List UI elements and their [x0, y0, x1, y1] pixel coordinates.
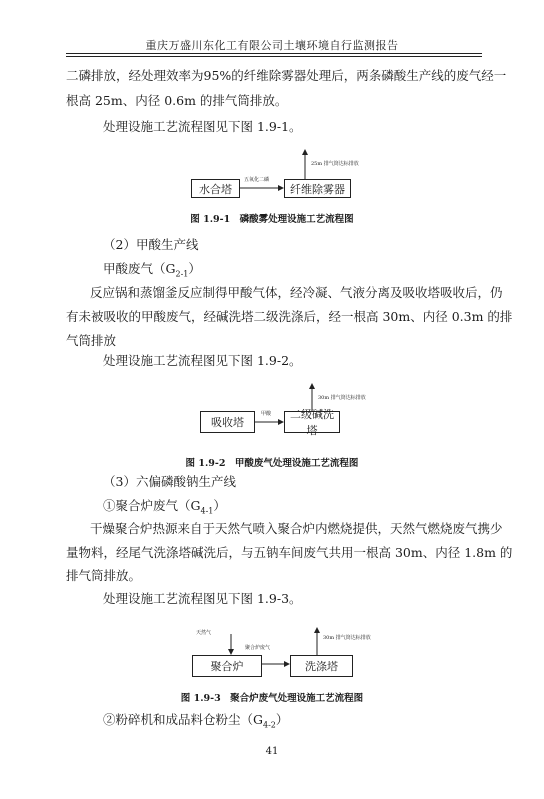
paragraph: 处理设施工艺流程图见下图 1.9-3。 [103, 591, 302, 606]
paragraph-line: 反应锅和蒸馏釜反应制得甲酸气体，经冷凝、气液分离及吸收塔吸收后，仍 [90, 285, 503, 300]
subsection-heading: ②粉碎机和成品料仓粉尘$(G_{4-2})$ [103, 712, 289, 730]
process-box: 水合塔 [191, 179, 240, 198]
process-box: 吸收塔 [200, 411, 255, 433]
paragraph-line: 排气筒排放。 [66, 568, 142, 583]
arrow-label: 五氧化二磷 [244, 177, 270, 183]
process-box: 聚合炉 [192, 655, 262, 677]
figure-caption: 图 1.9-2 甲酸废气处理设施工艺流程图 [185, 458, 359, 469]
paragraph-line: 二磷排放，经处理效率为95%的纤维除雾器处理后，两条磷酸生产线的废气经一 [66, 68, 507, 83]
paragraph-line: 有未被吸收的甲酸废气，经碱洗塔二级洗涤后，经一根高 30m、内径 0.3m 的排 [66, 309, 513, 324]
input-label: 天然气 [196, 630, 212, 636]
section-heading: （2）甲酸生产线 [103, 237, 199, 252]
page-header: 重庆万盛川东化工有限公司土壤环境自行监测报告 [145, 39, 399, 52]
section-heading: （3）六偏磷酸钠生产线 [103, 474, 236, 489]
page-number: 41 [265, 746, 279, 757]
process-box: 洗涤塔 [290, 655, 353, 677]
paragraph: 处理设施工艺流程图见下图 1.9-1。 [103, 119, 302, 134]
arrow-label: 聚合炉废气 [245, 645, 271, 651]
arrow-label: 甲酸 [261, 411, 272, 417]
process-box: 二级碱洗塔 [284, 411, 340, 433]
exhaust-label: 30m 排气筒达标排放 [318, 395, 366, 401]
process-box: 纤维除雾器 [284, 179, 351, 198]
paragraph-line: 气筒排放 [66, 333, 117, 348]
figure-caption: 图 1.9-1 磷酸雾处理设施工艺流程图 [190, 214, 354, 225]
figure-caption: 图 1.9-3 聚合炉废气处理设施工艺流程图 [180, 693, 364, 704]
subsection-heading: 甲酸废气$(G_{2-1})$ [103, 261, 201, 279]
paragraph-line: 干燥聚合炉热源来自于天然气喷入聚合炉内燃烧提供，天然气燃烧废气携少 [90, 521, 503, 536]
exhaust-label: 25m 排气筒达标排放 [311, 161, 359, 167]
exhaust-label: 30m 排气筒达标排放 [323, 635, 371, 641]
paragraph-line: 根高 25m、内径 0.6m 的排气筒排放。 [66, 93, 288, 108]
subsection-heading: ①聚合炉废气$(G_{4-1})$ [103, 498, 226, 516]
paragraph: 处理设施工艺流程图见下图 1.9-2。 [103, 353, 302, 368]
paragraph-line: 量物料，经尾气洗涤塔碱洗后，与五钠车间废气共用一根高 30m、内径 1.8m 的 [66, 545, 513, 560]
